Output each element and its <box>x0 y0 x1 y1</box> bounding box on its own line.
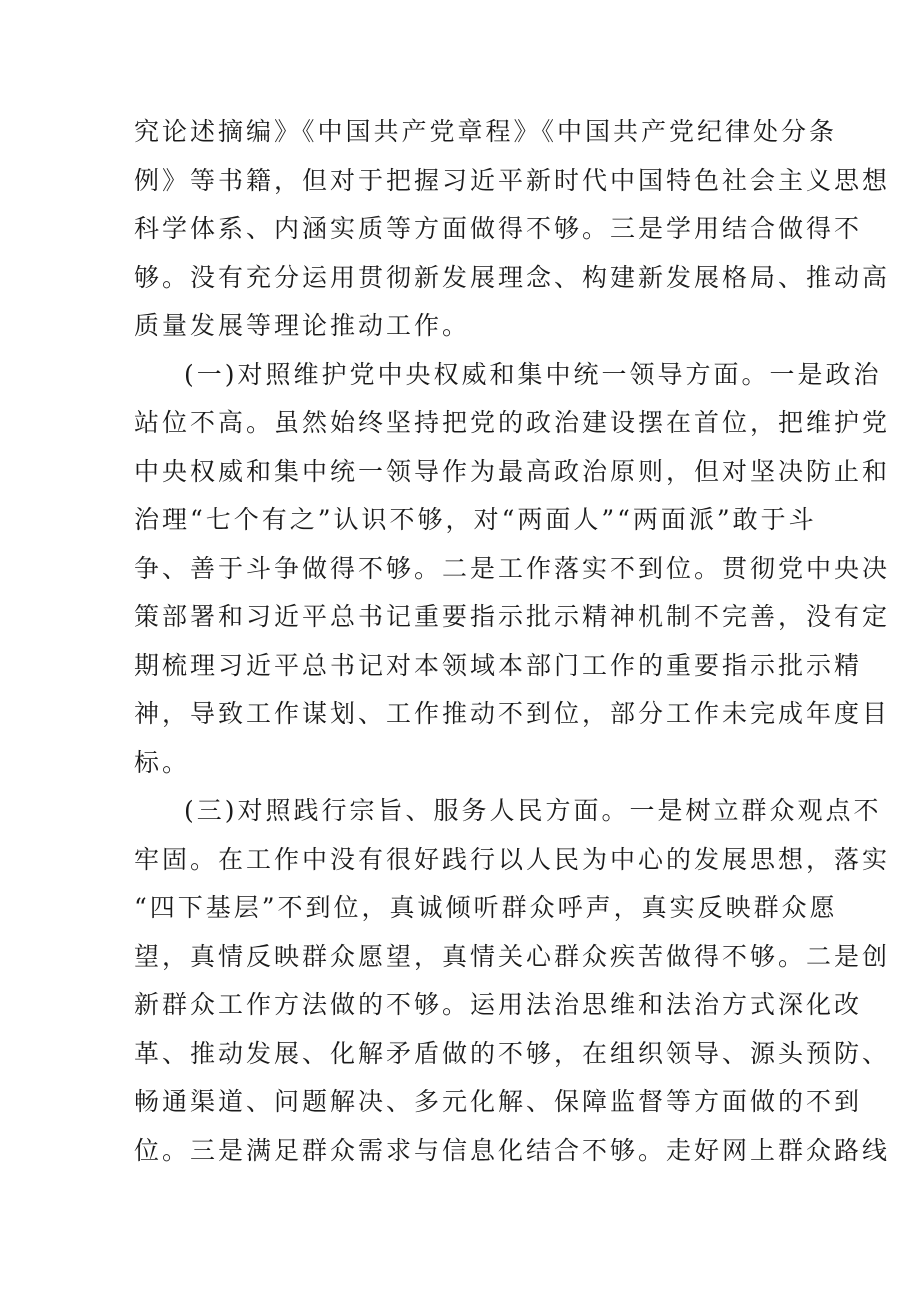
text-line: 新群众工作方法做的不够。运用法治思维和法治方式深化改 <box>134 990 863 1019</box>
text-line: 位。三是满足群众需求与信息化结合不够。走好网上群众路线 <box>134 1135 891 1165</box>
paragraph-1 <box>134 108 891 351</box>
paragraph-2 <box>134 351 891 788</box>
document-body <box>134 108 891 1175</box>
text-line: 期梳理习近平总书记对本领域本部门工作的重要指示批示精 <box>134 650 863 680</box>
text-line: 革、推动发展、化解矛盾做的不够，在组织领导、源头预防、 <box>134 1038 891 1068</box>
text-line: 争、善于斗争做得不够。二是工作落实不到位。贯彻党中央决 <box>134 553 891 583</box>
text-line: 够。没有充分运用贯彻新发展理念、构建新发展格局、推动高 <box>134 262 891 292</box>
text-line: 中央权威和集中统一领导作为最高政治原则，但对坚决防止和 <box>134 456 891 486</box>
text-line: 策部署和习近平总书记重要指示批示精神机制不完善，没有定 <box>134 602 891 631</box>
text-line: (三)对照践行宗旨、服务人民方面。一是树立群众观点不 <box>184 796 882 825</box>
text-line: 标。 <box>134 747 191 777</box>
text-line: 站位不高。虽然始终坚持把党的政治建设摆在首位，把维护党 <box>134 408 891 437</box>
text-line: 质量发展等理论推动工作。 <box>134 311 471 340</box>
text-line: 畅通渠道、问题解决、多元化解、保障监督等方面做的不到 <box>134 1087 863 1116</box>
text-line: 神，导致工作谋划、工作推动不到位，部分工作未完成年度目 <box>134 699 891 728</box>
text-line: “四下基层”不到位，真诚倾听群众呼声，真实反映群众愿 <box>134 893 838 922</box>
text-line: (一)对照维护党中央权威和集中统一领导方面。一是政治 <box>184 359 882 389</box>
text-line: 例》等书籍，但对于把握习近平新时代中国特色社会主义思想 <box>134 165 891 195</box>
text-line: 治理“七个有之”认识不够，对“两面人”“两面派”敢于斗 <box>134 505 817 534</box>
text-line: 望，真情反映群众愿望，真情关心群众疾苦做得不够。二是创 <box>134 941 891 971</box>
text-line: 科学体系、内涵实质等方面做得不够。三是学用结合做得不 <box>134 214 863 243</box>
text-line: 究论述摘编》《中国共产党章程》《中国共产党纪律处分条 <box>134 117 838 146</box>
paragraph-3 <box>134 787 891 1175</box>
text-line: 牢固。在工作中没有很好践行以人民为中心的发展思想，落实 <box>134 844 891 874</box>
